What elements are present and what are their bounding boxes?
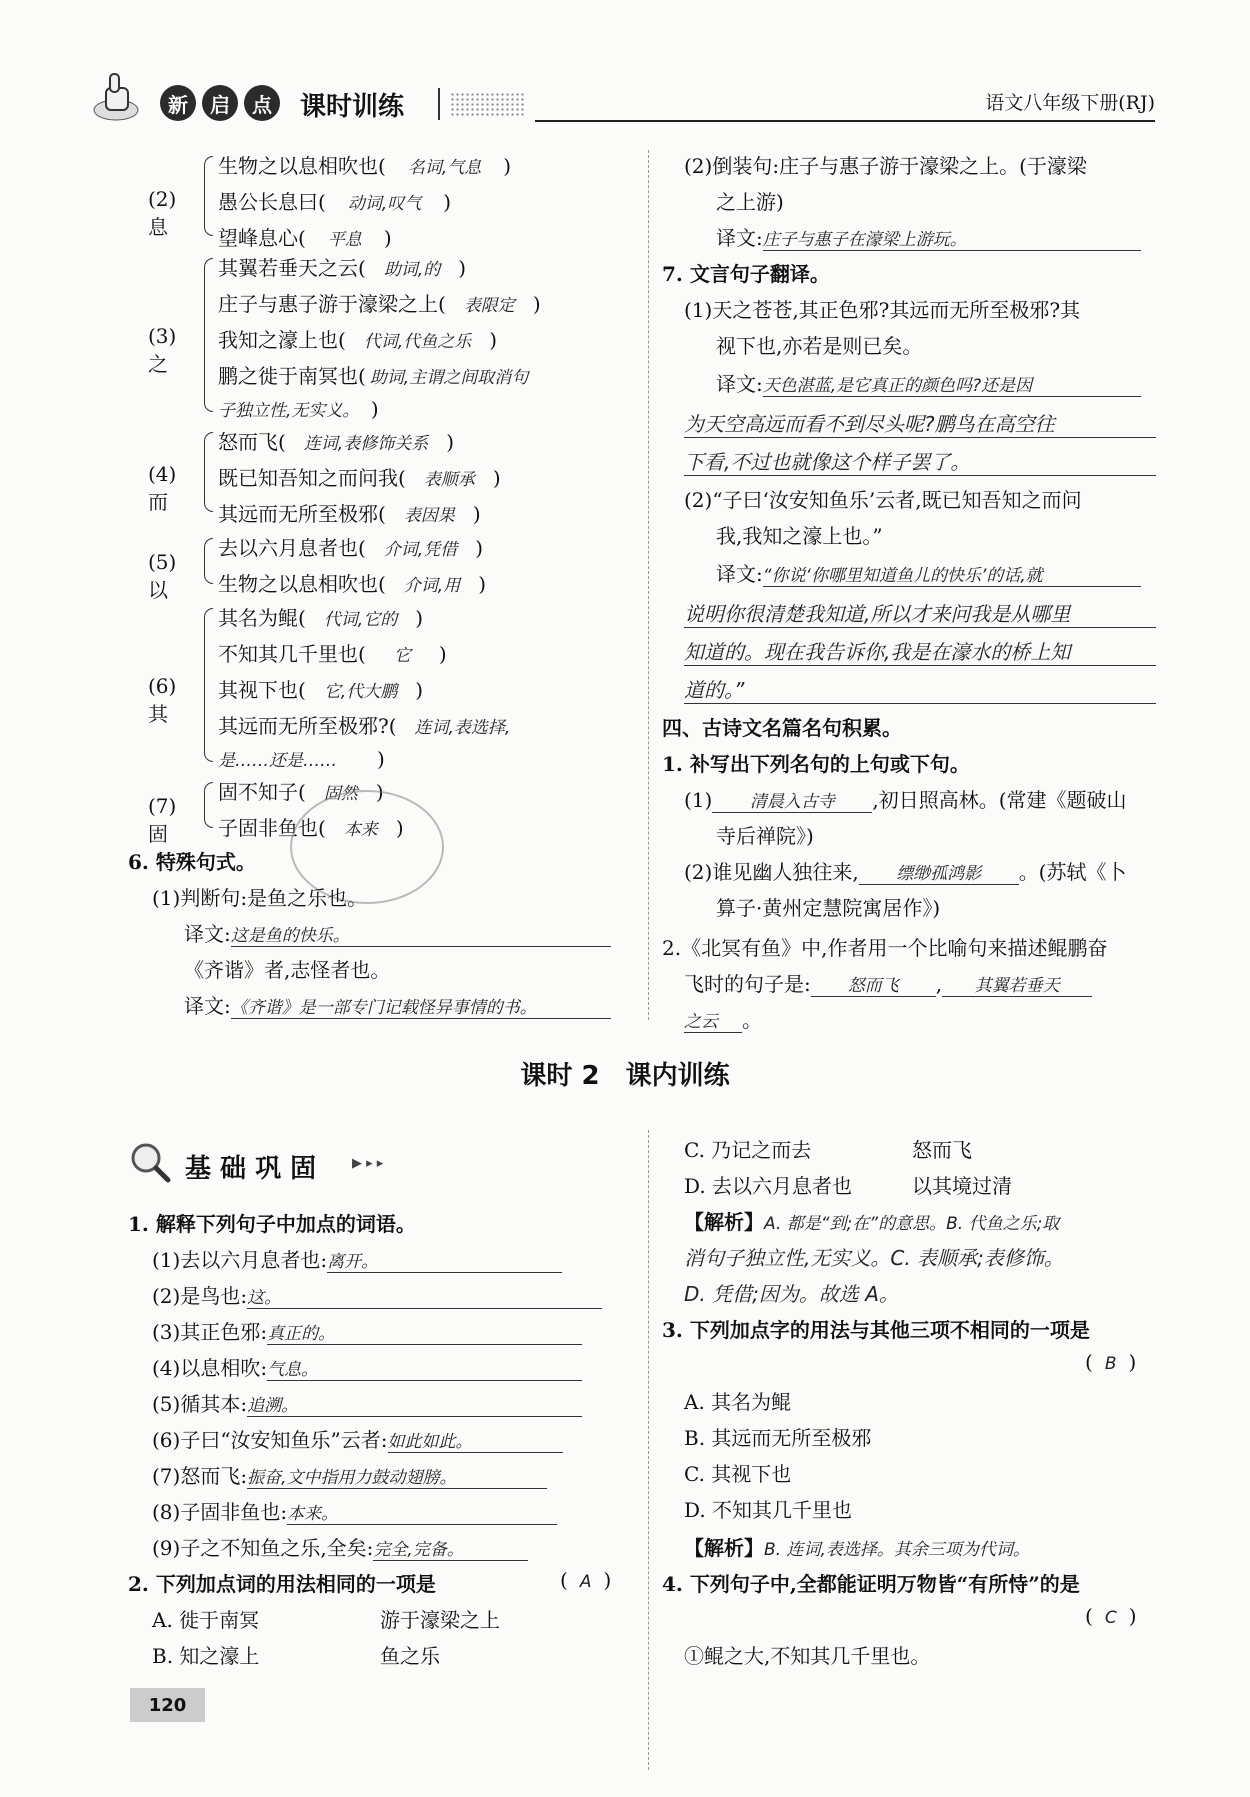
q6-title: 6. 特殊句式。	[128, 850, 256, 874]
gloss-row: 庄子与惠子游于濠梁之上( 表限定 )	[218, 292, 541, 316]
basic-q1: 1. 解释下列句子中加点的词语。	[128, 1212, 416, 1236]
gloss-row: 愚公长息曰( 动词,叹气 )	[218, 190, 452, 214]
gloss-row: 我知之濠上也( 代词,代鱼之乐 )	[218, 328, 498, 352]
thumbs-up-logo-icon	[88, 70, 143, 125]
q3: 3. 下列加点字的用法与其他三项不相同的一项是	[662, 1318, 1090, 1342]
s4-q2-a: 2.《北冥有鱼》中,作者用一个比喻句来描述鲲鹏奋	[662, 936, 1108, 960]
q2-option-a: A. 徙于南冥	[152, 1608, 260, 1632]
arrows-icon: ▶ ▸ ▸	[352, 1156, 384, 1171]
s4-q1: 1. 补写出下列名句的上句或下句。	[662, 752, 970, 776]
q7-1-line-b: 视下也,亦若是则已矣。	[716, 334, 923, 358]
q7-2-line-b: 我,我知之濠上也。”	[716, 524, 883, 548]
q6-judge: (1)判断句:是鱼之乐也。	[152, 886, 368, 910]
book-title: 语文八年级下册(RJ)	[985, 92, 1155, 114]
q1-item: (4)以息相吹:气息。	[152, 1352, 582, 1381]
q4-statement-1: ①鲲之大,不知其几千里也。	[684, 1644, 931, 1668]
q1-item: (8)子固非鱼也:本来。	[152, 1496, 557, 1525]
q6-qixie-translation: 译文:《齐谐》是一部专门记载怪异事情的书。	[184, 990, 611, 1019]
q2-explanation: 【解析】A. 都是“到;在”的意思。B. 代鱼之乐;取	[684, 1210, 1060, 1234]
q1-item: (1)去以六月息者也:离开。	[152, 1244, 562, 1273]
q4-answer: ( C )	[1085, 1604, 1137, 1628]
q7-1-line-a: (1)天之苍苍,其正色邪?其远而无所至极邪?其	[684, 298, 1081, 322]
q7-1-translation-3: 下看,不过也就像这个样子罢了。	[684, 446, 1156, 476]
s4-q2-c: 之云 。	[684, 1008, 762, 1032]
q7-2-translation: 译文:“你说‘你哪里知道鱼儿的快乐’的话,就	[716, 558, 1141, 587]
inversion-sentence: (2)倒装句:庄子与惠子游于濠梁之上。(于濠梁	[684, 154, 1087, 178]
s4-q1-2b: 算子·黄州定慧院寓居作》)	[716, 896, 941, 920]
header-rule	[535, 120, 1155, 122]
q3-explanation: 【解析】B. 连词,表选择。其余三项为代词。	[684, 1536, 1030, 1560]
group-label: (2)息	[148, 187, 177, 239]
q7-2-translation-3: 知道的。现在我告诉你,我是在濠水的桥上知	[684, 636, 1156, 666]
gloss-row: 子固非鱼也( 本来 )	[218, 816, 404, 840]
q3-option: C. 其视下也	[684, 1462, 792, 1486]
gloss-row: 其翼若垂天之云( 助词,的 )	[218, 256, 467, 280]
header-title: 课时训练	[300, 92, 405, 122]
s4-q1-1b: 寺后禅院》)	[716, 824, 814, 848]
q6-qixie: 《齐谐》者,志怪者也。	[184, 958, 391, 982]
q1-item: (7)怒而飞:振奋,文中指用力鼓动翅膀。	[152, 1460, 547, 1489]
q7-1-translation-2: 为天空高远而看不到尽头呢?鹏鸟在高空往	[684, 408, 1156, 438]
gloss-row: 固不知子( 固然 )	[218, 780, 384, 804]
q1-item: (5)循其本:追溯。	[152, 1388, 582, 1417]
q4: 4. 下列句子中,全都能证明万物皆“有所恃”的是	[662, 1572, 1080, 1596]
q3-option: D. 不知其几千里也	[684, 1498, 853, 1522]
gloss-row: 其视下也( 它,代大鹏 )	[218, 678, 424, 702]
gloss-row: 其远而无所至极邪?( 连词,表选择,	[218, 714, 511, 738]
q3-answer: ( B )	[1085, 1350, 1137, 1374]
q1-item: (6)子曰“汝安知鱼乐”云者:如此如此。	[152, 1424, 563, 1453]
q2-option-d2: 以其境过清	[912, 1174, 1012, 1198]
q2-option-b: B. 知之濠上	[152, 1644, 260, 1668]
q3-option: B. 其远而无所至极邪	[684, 1426, 872, 1450]
column-divider	[648, 150, 649, 1020]
q2-option-b2: 鱼之乐	[380, 1644, 440, 1668]
brand-char-2: 启	[202, 85, 238, 121]
s4-q1-1: (1) 清晨入古寺 ,初日照高林。(常建《题破山	[684, 788, 1127, 812]
q7-title: 7. 文言句子翻译。	[662, 262, 830, 286]
q1-item: (9)子之不知鱼之乐,全矣:完全,完备。	[152, 1532, 528, 1561]
q2-option-c: C. 乃记之而去	[684, 1138, 812, 1162]
inversion-translation: 译文:庄子与惠子在濠梁上游玩。	[716, 222, 1141, 251]
q3-option: A. 其名为鲲	[684, 1390, 792, 1414]
lesson-title: 课时 2 课内训练	[520, 1061, 730, 1091]
column-divider-2	[648, 1130, 649, 1770]
group-label: (7)固	[148, 794, 177, 846]
gloss-row: 生物之以息相吹也( 介词,用 )	[218, 572, 487, 596]
group-label: (4)而	[148, 462, 177, 514]
s4-q2-b: 飞时的句子是: 怒而飞 , 其翼若垂天	[684, 968, 1092, 997]
q2-option-a2: 游于濠梁之上	[380, 1608, 500, 1632]
q7-2-line-a: (2)“子曰‘汝安知鱼乐’云者,既已知吾知之而问	[684, 488, 1082, 512]
header-divider	[438, 88, 440, 120]
gloss-row: 去以六月息者也( 介词,凭借 )	[218, 536, 484, 560]
gloss-row: 其远而无所至极邪( 表因果 )	[218, 502, 481, 526]
q7-2-translation-4: 道的。”	[684, 674, 1156, 704]
q2-option-d: D. 去以六月息者也	[684, 1174, 853, 1198]
basic-heading: 基 础 巩 固	[185, 1154, 317, 1184]
group-label: (6)其	[148, 674, 177, 726]
q7-1-translation: 译文:天色湛蓝,是它真正的颜色吗?还是因	[716, 368, 1141, 397]
gloss-row: 怒而飞( 连词,表修饰关系 )	[218, 430, 455, 454]
gloss-row: 生物之以息相吹也( 名词,气息 )	[218, 154, 512, 178]
gloss-row: 其名为鲲( 代词,它的 )	[218, 606, 424, 630]
group-label: (5)以	[148, 550, 177, 602]
header-dots	[450, 92, 525, 116]
page-number: 120	[130, 1688, 205, 1722]
magnifier-icon	[128, 1140, 172, 1184]
q1-item: (3)其正色邪:真正的。	[152, 1316, 582, 1345]
brand-char-1: 新	[160, 85, 196, 121]
q2-option-c2: 怒而飞	[912, 1138, 972, 1162]
section-4-title: 四、古诗文名篇名句积累。	[662, 716, 902, 740]
basic-q2: 2. 下列加点词的用法相同的一项是	[128, 1572, 436, 1596]
q7-2-translation-2: 说明你很清楚我知道,所以才来问我是从哪里	[684, 598, 1156, 628]
q2-explanation-3: D. 凭借;因为。故选 A。	[684, 1282, 899, 1306]
inversion-sentence-2: 之上游)	[716, 190, 784, 214]
gloss-row: 子独立性,无实义。 )	[218, 397, 379, 421]
group-label: (3)之	[148, 324, 177, 376]
gloss-row: 不知其几千里也( 它 )	[218, 642, 447, 666]
gloss-row: 是……还是…… )	[218, 747, 385, 771]
gloss-row: 鹏之徙于南冥也( 助词,主谓之间取消句	[218, 364, 529, 388]
brand-badges	[160, 85, 280, 121]
s4-q1-2: (2)谁见幽人独往来, 缥缈孤鸿影 。(苏轼《卜	[684, 860, 1127, 884]
gloss-row: 望峰息心( 平息 )	[218, 226, 392, 250]
q2-answer: ( A )	[560, 1568, 612, 1592]
q6-judge-translation: 译文:这是鱼的快乐。	[184, 918, 611, 947]
q2-explanation-2: 消句子独立性,无实义。C. 表顺承;表修饰。	[684, 1246, 1064, 1270]
brand-char-3: 点	[244, 85, 280, 121]
q1-item: (2)是鸟也:这。	[152, 1280, 602, 1309]
gloss-row: 既已知吾知之而问我( 表顺承 )	[218, 466, 501, 490]
